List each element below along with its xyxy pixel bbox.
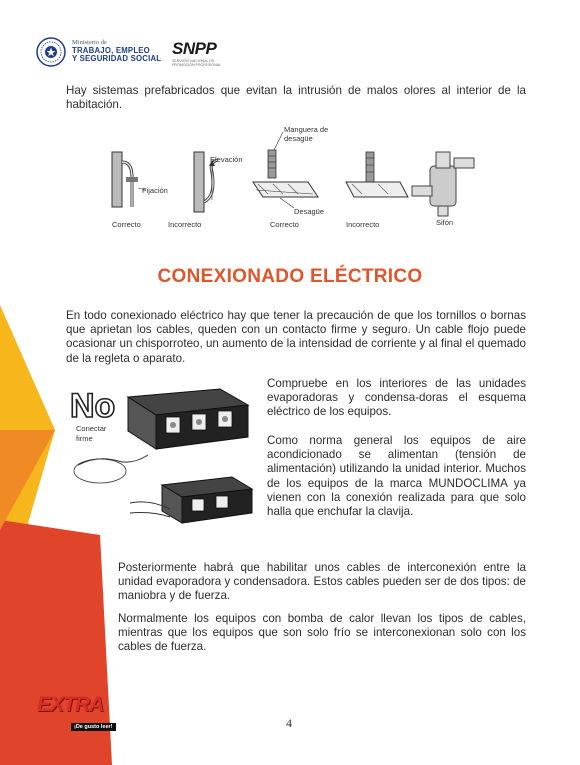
drain-incorrect-hose-drawing [346,152,408,197]
snpp-logo-text: SNPP [172,39,217,58]
drain-correct-hose-drawing [253,132,318,208]
snpp-subtitle: SERVICIO NACIONAL DE PROMOCIÓN PROFESIONAL [172,59,222,68]
caption-incorrecto-1: Incorrecto [168,220,202,229]
ministry-line-2: Y SEGURIDAD SOCIAL [72,53,162,63]
caption-incorrecto-2: Incorrecto [346,220,380,229]
terminal-block-top-drawing [128,389,248,449]
snpp-logo [172,39,232,68]
extra-brand-text: EXTRA [37,693,104,716]
drain-installation-figure [108,122,480,234]
extra-logo [37,695,116,733]
label-elevacion: Elevación [210,155,243,164]
paragraph-cable-types: Normalmente los equipos con bomba de calor llevan los tipos de cables, mientras que los equipos que son solo frío se interconexionan solo con los cables de fuerza. [118,612,526,654]
intro-paragraph: Hay sistemas prefabricados que evitan la intrusión de malos olores al interior de la habitación. [66,84,526,112]
paragraph-check-diagram: Compruebe en los interiores de las unidades evaporadoras y condensa-doras el esquema eléctrico de los equipos. [267,377,526,419]
ministry-small-text: Ministerio de [72,39,107,46]
caption-sifon: Sifón [436,218,454,227]
ministry-logo [72,40,161,63]
no-text: No [70,387,116,425]
label-manguera: Manguera de [284,125,329,134]
section-title: CONEXIONADO ELÉCTRICO [157,266,423,287]
paragraph-terminals: En todo conexionado eléctrico hay que tener la precaución de que los tornillos o bornas que aprietan los cables, queden con un contacto firme y seguro. Un cable flojo puede ocasionar un chisporroteo, un aumento de la intensidad de corriente y al final el quemado de la regleta o aparato. [66,309,526,365]
extra-tagline: ¡De gusto leer! [71,723,116,731]
terminal-block-bottom-drawing [130,477,252,523]
label-desague-top: desagüe [284,134,313,143]
terminal-block-figure [70,375,260,535]
paragraph-power-supply: Como norma general los equipos de aire acondicionado se alimentan (tensión de alimentación) utilizando la unidad interior. Muchos de los equipos de la marca MUNDOCLIMA ya vienen con la conexión realizada para que solo halla que enchufar la clavija. [267,434,526,519]
ministry-line-1: TRABAJO, EMPLEO [72,45,150,55]
label-desague: Desagüe [294,207,325,216]
paragraph-interconnection: Posteriormente habrá que habilitar unos cables de interconexión entre la unidad evaporadora y condensadora. Estos cables pueden ser de dos tipos: de maniobra y de fuerza. [118,561,526,603]
siphon-trap-drawing [412,152,474,216]
caption-correcto-1: Correcto [112,220,141,229]
drain-correct-fixation-drawing [112,152,146,207]
label-fijacion: Fijación [142,186,168,195]
ministry-seal-icon [36,37,66,67]
conectar-text: Conectar [76,424,107,433]
caption-correcto-2: Correcto [270,220,299,229]
page-number: 4 [286,716,292,730]
firme-text: firme [76,434,93,443]
